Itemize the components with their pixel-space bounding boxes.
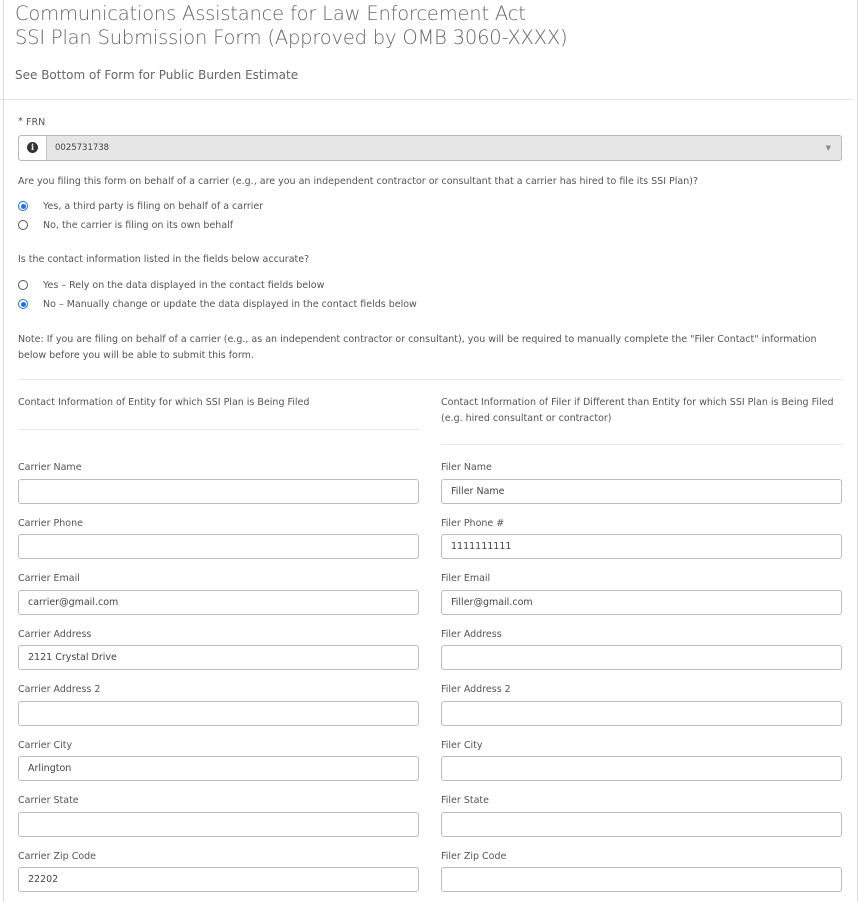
filer-note: Note: If you are filing on behalf of a carrier (e.g., as an independent contractor or consultant), you will be required to manually complete the "Filer Contact" information below before you will be able to submit this form. (18, 334, 817, 361)
radio-button[interactable] (18, 280, 28, 290)
radio-button[interactable] (18, 220, 28, 230)
carrier-email-input[interactable] (18, 590, 419, 615)
filer-address2-input[interactable] (441, 701, 842, 726)
filer-name-input[interactable] (441, 479, 842, 504)
filer-section-heading: Contact Information of Filer if Different than Entity for which SSI Plan is Being Filed (e.g. hired consultant or contractor) (441, 397, 834, 424)
accuracy-question: Is the contact information listed in the fields below accurate? (18, 254, 310, 265)
carrier-address2-label: Carrier Address 2 (18, 684, 101, 695)
filer-city-input[interactable] (441, 756, 842, 781)
page-title-line1: Communications Assistance for Law Enforcement Act (15, 2, 526, 25)
carrier-state-label: Carrier State (18, 795, 79, 806)
filer-address2-label: Filer Address 2 (441, 684, 511, 695)
filer-phone-input[interactable] (441, 534, 842, 559)
carrier-name-label: Carrier Name (18, 462, 82, 473)
filer-email-input[interactable] (441, 590, 842, 615)
carrier-city-input[interactable] (18, 756, 419, 781)
filer-zip-label: Filer Zip Code (441, 851, 507, 862)
filer-state-label: Filer State (441, 795, 489, 806)
filer-city-label: Filer City (441, 740, 483, 751)
radio-button[interactable] (18, 299, 28, 309)
carrier-state-input[interactable] (18, 812, 419, 837)
carrier-address-input[interactable] (18, 645, 419, 670)
carrier-phone-label: Carrier Phone (18, 518, 83, 529)
carrier-phone-input[interactable] (18, 534, 419, 559)
info-circle-icon: i (27, 142, 38, 153)
carrier-email-label: Carrier Email (18, 573, 80, 584)
third-party-question: Are you filing this form on behalf of a carrier (e.g., are you an independent contractor or consultant that a carrier has hired to file its SSI Plan)? (18, 176, 698, 187)
carrier-city-label: Carrier City (18, 740, 73, 751)
carrier-address2-input[interactable] (18, 701, 419, 726)
burden-estimate-note: See Bottom of Form for Public Burden Estimate (15, 68, 299, 82)
carrier-section-heading: Contact Information of Entity for which SSI Plan is Being Filed (18, 397, 310, 408)
carrier-address-label: Carrier Address (18, 629, 92, 640)
frn-label: * FRN (18, 116, 46, 128)
frn-addon (19, 136, 47, 160)
frn-value: 0025731738 (55, 143, 110, 153)
chevron-down-icon[interactable]: ▼ (825, 144, 831, 152)
filer-address-input[interactable] (441, 645, 842, 670)
filer-heading-divider (441, 444, 842, 445)
carrier-zip-label: Carrier Zip Code (18, 851, 97, 862)
filer-name-label: Filer Name (441, 462, 492, 473)
carrier-zip-input[interactable] (18, 867, 419, 892)
carrier-name-input[interactable] (18, 479, 419, 504)
radio-button[interactable] (18, 201, 28, 211)
frn-select[interactable] (18, 135, 842, 161)
filer-address-label: Filer Address (441, 629, 502, 640)
carrier-heading-divider (18, 429, 419, 430)
form-header (0, 0, 853, 100)
page-title-line2: SSI Plan Submission Form (Approved by OMB 3060-XXXX) (15, 26, 568, 49)
section-divider (18, 379, 842, 380)
filer-phone-label: Filer Phone # (441, 518, 505, 529)
filer-zip-input[interactable] (441, 867, 842, 892)
filer-email-label: Filer Email (441, 573, 491, 584)
required-marker: * (18, 116, 23, 127)
filer-state-input[interactable] (441, 812, 842, 837)
